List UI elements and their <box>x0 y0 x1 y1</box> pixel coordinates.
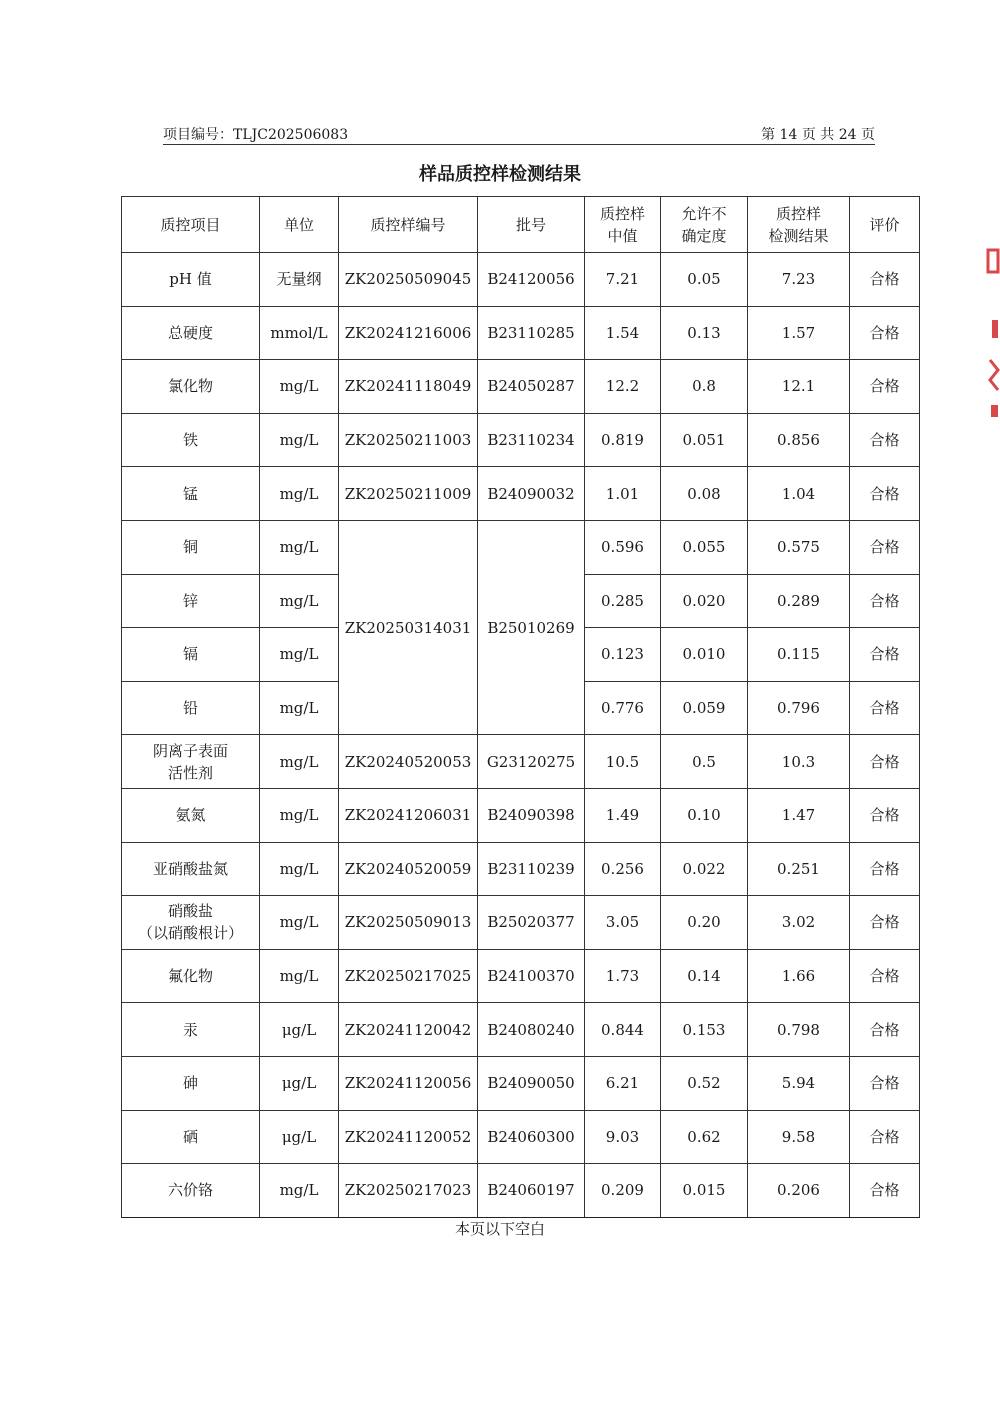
unit-cell: mg/L <box>260 788 339 842</box>
page-number: 第 14 页 共 24 页 <box>761 127 875 143</box>
page-header <box>163 122 875 145</box>
median-cell: 3.05 <box>585 896 661 950</box>
eval-cell: 合格 <box>850 628 920 682</box>
uncertainty-cell: 0.022 <box>661 842 748 896</box>
result-cell: 1.04 <box>748 467 850 521</box>
qc-item-cell: 亚硝酸盐氮 <box>122 842 260 896</box>
sample-no-cell: ZK20250509013 <box>339 896 478 950</box>
uncertainty-cell: 0.14 <box>661 949 748 1003</box>
project-number: 项目编号：TLJC202506083 <box>163 127 349 143</box>
table-row <box>122 735 920 789</box>
median-cell: 7.21 <box>585 253 661 307</box>
qc-item-cell: 氨氮 <box>122 788 260 842</box>
uncertainty-cell: 0.8 <box>661 360 748 414</box>
table-row <box>122 360 920 414</box>
sample-no-cell: ZK20241120056 <box>339 1056 478 1110</box>
qc-item-cell: 硒 <box>122 1110 260 1164</box>
result-cell: 5.94 <box>748 1056 850 1110</box>
qc-item-cell: 锰 <box>122 467 260 521</box>
col-header: 批号 <box>478 197 585 253</box>
eval-cell: 合格 <box>850 681 920 735</box>
unit-cell: mg/L <box>260 628 339 682</box>
median-cell: 10.5 <box>585 735 661 789</box>
table-row <box>122 520 920 574</box>
table-row <box>122 467 920 521</box>
uncertainty-cell: 0.010 <box>661 628 748 682</box>
qc-item-cell: 氟化物 <box>122 949 260 1003</box>
eval-cell: 合格 <box>850 360 920 414</box>
table-row <box>122 896 920 950</box>
eval-cell: 合格 <box>850 306 920 360</box>
median-cell: 1.49 <box>585 788 661 842</box>
unit-cell: mg/L <box>260 681 339 735</box>
uncertainty-cell: 0.62 <box>661 1110 748 1164</box>
eval-cell: 合格 <box>850 842 920 896</box>
table-row <box>122 1003 920 1057</box>
qc-item-cell: 砷 <box>122 1056 260 1110</box>
sample-no-cell: ZK20250211009 <box>339 467 478 521</box>
uncertainty-cell: 0.020 <box>661 574 748 628</box>
eval-cell: 合格 <box>850 788 920 842</box>
median-cell: 0.209 <box>585 1164 661 1218</box>
uncertainty-cell: 0.10 <box>661 788 748 842</box>
sample-no-cell: ZK20240520053 <box>339 735 478 789</box>
unit-cell: mmol/L <box>260 306 339 360</box>
median-cell: 0.285 <box>585 574 661 628</box>
sample-no-cell: ZK20241120052 <box>339 1110 478 1164</box>
qc-item-cell: 镉 <box>122 628 260 682</box>
table-row <box>122 306 920 360</box>
batch-cell: B24090050 <box>478 1056 585 1110</box>
batch-cell: B24090398 <box>478 788 585 842</box>
eval-cell: 合格 <box>850 896 920 950</box>
eval-cell: 合格 <box>850 520 920 574</box>
unit-cell: mg/L <box>260 574 339 628</box>
unit-cell: mg/L <box>260 467 339 521</box>
result-cell: 1.47 <box>748 788 850 842</box>
sample-no-cell: ZK20250217025 <box>339 949 478 1003</box>
median-cell: 0.844 <box>585 1003 661 1057</box>
sample-no-cell: ZK20250217023 <box>339 1164 478 1218</box>
eval-cell: 合格 <box>850 413 920 467</box>
batch-cell: B24090032 <box>478 467 585 521</box>
result-cell: 0.798 <box>748 1003 850 1057</box>
batch-cell: B23110234 <box>478 413 585 467</box>
batch-cell: G23120275 <box>478 735 585 789</box>
qc-item-cell: 锌 <box>122 574 260 628</box>
col-header: 质控项目 <box>122 197 260 253</box>
unit-cell: mg/L <box>260 520 339 574</box>
eval-cell: 合格 <box>850 1110 920 1164</box>
col-header: 质控样 检测结果 <box>748 197 850 253</box>
eval-cell: 合格 <box>850 467 920 521</box>
qc-item-cell: 硝酸盐 （以硝酸根计） <box>122 896 260 950</box>
eval-cell: 合格 <box>850 949 920 1003</box>
uncertainty-cell: 0.08 <box>661 467 748 521</box>
batch-cell: B25020377 <box>478 896 585 950</box>
qc-item-cell: pH 值 <box>122 253 260 307</box>
unit-cell: 无量纲 <box>260 253 339 307</box>
sample-no-cell: ZK20250509045 <box>339 253 478 307</box>
uncertainty-cell: 0.059 <box>661 681 748 735</box>
median-cell: 0.776 <box>585 681 661 735</box>
table-header-row <box>122 197 920 253</box>
result-cell: 1.66 <box>748 949 850 1003</box>
qc-item-cell: 六价铬 <box>122 1164 260 1218</box>
col-header: 评价 <box>850 197 920 253</box>
page-title: 样品质控样检测结果 <box>419 164 581 185</box>
col-header: 质控样编号 <box>339 197 478 253</box>
median-cell: 0.819 <box>585 413 661 467</box>
result-cell: 12.1 <box>748 360 850 414</box>
uncertainty-cell: 0.05 <box>661 253 748 307</box>
eval-cell: 合格 <box>850 1056 920 1110</box>
median-cell: 12.2 <box>585 360 661 414</box>
median-cell: 1.73 <box>585 949 661 1003</box>
batch-cell: B24080240 <box>478 1003 585 1057</box>
table-row <box>122 842 920 896</box>
table-row <box>122 788 920 842</box>
unit-cell: mg/L <box>260 1164 339 1218</box>
batch-cell: B25010269 <box>478 520 585 734</box>
result-cell: 0.796 <box>748 681 850 735</box>
result-cell: 0.856 <box>748 413 850 467</box>
qc-item-cell: 铜 <box>122 520 260 574</box>
sample-no-cell: ZK20241118049 <box>339 360 478 414</box>
uncertainty-cell: 0.5 <box>661 735 748 789</box>
qc-item-cell: 阴离子表面 活性剂 <box>122 735 260 789</box>
eval-cell: 合格 <box>850 735 920 789</box>
uncertainty-cell: 0.051 <box>661 413 748 467</box>
median-cell: 9.03 <box>585 1110 661 1164</box>
unit-cell: mg/L <box>260 896 339 950</box>
uncertainty-cell: 0.015 <box>661 1164 748 1218</box>
uncertainty-cell: 0.20 <box>661 896 748 950</box>
table-row <box>122 1164 920 1218</box>
table-row <box>122 1110 920 1164</box>
col-header: 单位 <box>260 197 339 253</box>
unit-cell: mg/L <box>260 413 339 467</box>
batch-cell: B24050287 <box>478 360 585 414</box>
result-cell: 3.02 <box>748 896 850 950</box>
table-row <box>122 413 920 467</box>
sample-no-cell: ZK20241216006 <box>339 306 478 360</box>
result-cell: 9.58 <box>748 1110 850 1164</box>
sample-no-cell: ZK20241120042 <box>339 1003 478 1057</box>
result-cell: 0.115 <box>748 628 850 682</box>
result-cell: 10.3 <box>748 735 850 789</box>
median-cell: 0.256 <box>585 842 661 896</box>
qc-results-table <box>121 196 920 1218</box>
qc-item-cell: 铅 <box>122 681 260 735</box>
median-cell: 0.123 <box>585 628 661 682</box>
red-seal-edge <box>986 240 1000 420</box>
median-cell: 1.01 <box>585 467 661 521</box>
sample-no-cell: ZK20250314031 <box>339 520 478 734</box>
unit-cell: μg/L <box>260 1056 339 1110</box>
eval-cell: 合格 <box>850 1003 920 1057</box>
sample-no-cell: ZK20241206031 <box>339 788 478 842</box>
unit-cell: mg/L <box>260 842 339 896</box>
uncertainty-cell: 0.055 <box>661 520 748 574</box>
table-body <box>122 253 920 1218</box>
unit-cell: μg/L <box>260 1110 339 1164</box>
table-row <box>122 1056 920 1110</box>
unit-cell: mg/L <box>260 949 339 1003</box>
batch-cell: B23110285 <box>478 306 585 360</box>
result-cell: 1.57 <box>748 306 850 360</box>
unit-cell: mg/L <box>260 360 339 414</box>
batch-cell: B24060300 <box>478 1110 585 1164</box>
result-cell: 0.206 <box>748 1164 850 1218</box>
qc-item-cell: 铁 <box>122 413 260 467</box>
eval-cell: 合格 <box>850 253 920 307</box>
eval-cell: 合格 <box>850 1164 920 1218</box>
table-row <box>122 949 920 1003</box>
batch-cell: B24100370 <box>478 949 585 1003</box>
result-cell: 0.251 <box>748 842 850 896</box>
qc-item-cell: 总硬度 <box>122 306 260 360</box>
result-cell: 0.575 <box>748 520 850 574</box>
uncertainty-cell: 0.52 <box>661 1056 748 1110</box>
col-header: 允许不 确定度 <box>661 197 748 253</box>
qc-item-cell: 汞 <box>122 1003 260 1057</box>
table-row <box>122 253 920 307</box>
blank-below-note: 本页以下空白 <box>454 1220 545 1238</box>
sample-no-cell: ZK20240520059 <box>339 842 478 896</box>
unit-cell: μg/L <box>260 1003 339 1057</box>
median-cell: 0.596 <box>585 520 661 574</box>
median-cell: 1.54 <box>585 306 661 360</box>
uncertainty-cell: 0.153 <box>661 1003 748 1057</box>
median-cell: 6.21 <box>585 1056 661 1110</box>
unit-cell: mg/L <box>260 735 339 789</box>
batch-cell: B24060197 <box>478 1164 585 1218</box>
uncertainty-cell: 0.13 <box>661 306 748 360</box>
batch-cell: B24120056 <box>478 253 585 307</box>
col-header: 质控样 中值 <box>585 197 661 253</box>
result-cell: 0.289 <box>748 574 850 628</box>
result-cell: 7.23 <box>748 253 850 307</box>
eval-cell: 合格 <box>850 574 920 628</box>
qc-item-cell: 氯化物 <box>122 360 260 414</box>
sample-no-cell: ZK20250211003 <box>339 413 478 467</box>
batch-cell: B23110239 <box>478 842 585 896</box>
